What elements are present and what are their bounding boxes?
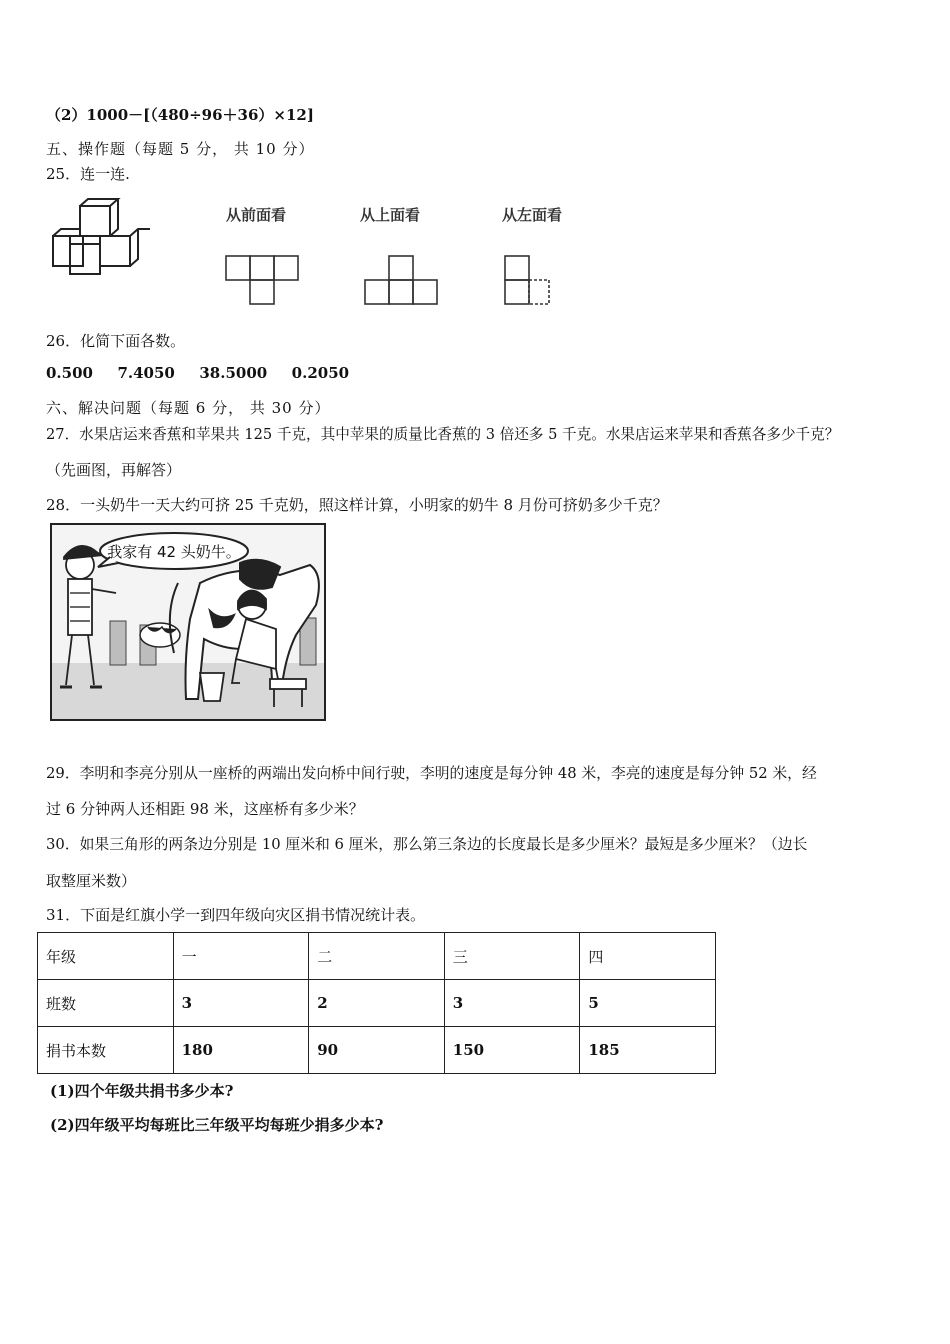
left-view-drawing (505, 256, 549, 304)
table-cell: 3 (444, 980, 580, 1027)
table-cell: 90 (309, 1027, 445, 1074)
table-row (38, 980, 716, 1027)
q26-numbers (46, 364, 349, 382)
table-cell: 3 (173, 980, 309, 1027)
table-cell: 一 (173, 933, 309, 980)
q26-number: 0.2050 (291, 364, 350, 382)
view-label-front: 从前面看 (226, 206, 287, 224)
q24-expression: （2）1000－[（480÷96＋36）×12] (46, 106, 314, 124)
section6-title: 六、解决问题（每题 6 分， 共 30 分） (46, 399, 331, 417)
q30-line1: 30．如果三角形的两条边分别是 10 厘米和 6 厘米，那么第三条边的长度最长是多少厘米？最短是多少厘米？（边长 (46, 836, 808, 853)
table-cell: 二 (309, 933, 445, 980)
table-cell: 四 (580, 933, 716, 980)
top-view-drawing (365, 256, 437, 304)
q26-number: 0.500 (46, 364, 93, 382)
q30-line2: 取整厘米数） (46, 872, 137, 890)
table-cell: 185 (580, 1027, 716, 1074)
view-label-top: 从上面看 (360, 206, 421, 224)
table-cell: 年级 (38, 933, 174, 980)
q27-text: 27．水果店运来香蕉和苹果共 125 千克，其中苹果的质量比香蕉的 3 倍还多 5 千克。水果店运来苹果和香蕉各多少千克？ (46, 426, 840, 443)
section5-title: 五、操作题（每题 5 分， 共 10 分） (46, 140, 315, 158)
q26-text: 26．化简下面各数。 (46, 332, 186, 350)
q26-number: 7.4050 (117, 364, 175, 382)
q28-text: 28．一头奶牛一天大约可挤 25 千克奶，照这样计算，小明家的奶牛 8 月份可挤奶多少千克？ (46, 496, 668, 514)
table-cell: 5 (580, 980, 716, 1027)
q31-text: 31．下面是红旗小学一到四年级向灾区捐书情况统计表。 (46, 906, 426, 924)
table-cell: 180 (173, 1027, 309, 1074)
donation-table (37, 932, 716, 1074)
milking-cow-illustration (50, 523, 326, 721)
view-label-left: 从左面看 (502, 206, 563, 224)
q31-sub1: (1)四个年级共捐书多少本? (50, 1082, 234, 1100)
q31-sub2: (2)四年级平均每班比三年级平均每班少捐多少本? (50, 1116, 384, 1134)
table-cell: 2 (309, 980, 445, 1027)
q27-note: （先画图，再解答） (46, 461, 182, 479)
front-view-drawing (226, 256, 298, 304)
table-row (38, 1027, 716, 1074)
table-cell: 捐书本数 (38, 1027, 174, 1074)
table-cell: 三 (444, 933, 580, 980)
cube-solid-drawing (53, 199, 150, 274)
table-cell: 150 (444, 1027, 580, 1074)
q26-number: 38.5000 (199, 364, 268, 382)
q29-line1: 29．李明和李亮分别从一座桥的两端出发向桥中间行驶，李明的速度是每分钟 48 米，李亮的速度是每分钟 52 米，经 (46, 765, 817, 782)
table-cell: 班数 (38, 980, 174, 1027)
table-row (38, 933, 716, 980)
q29-line2: 过 6 分钟两人还相距 98 米，这座桥有多少米？ (46, 800, 364, 818)
speech-bubble-text: 我家有 42 头奶牛。 (107, 543, 241, 561)
q25-text: 25．连一连. (46, 165, 130, 183)
